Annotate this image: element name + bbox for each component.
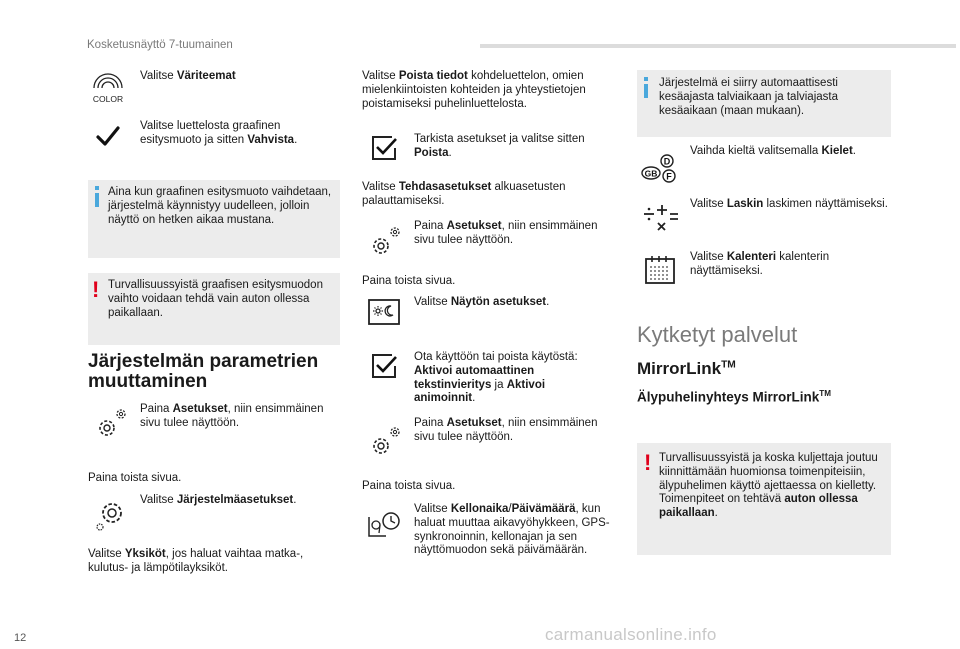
header-bar — [480, 44, 956, 48]
press-settings-text-2: Paina Asetukset, niin ensimmäinen sivu tulee näyttöön. — [414, 220, 598, 246]
press-second-page-text-2: Paina toista sivua. — [362, 275, 456, 287]
warning-box-text: Turvallisuussyistä graafisen esitysmuodon vaihto voidaan tehdä vain auton ollessa paikallaan. — [108, 279, 323, 319]
info-box-2 — [637, 70, 891, 137]
select-languages-text: Vaihda kieltä valitsemalla Kielet. — [690, 145, 856, 157]
settings-gears-icon-3 — [365, 422, 405, 462]
languages-icon — [640, 151, 680, 185]
press-second-page-text-3: Paina toista sivua. — [362, 480, 456, 492]
svg-text:GB: GB — [644, 168, 658, 179]
clock-calendar-icon — [366, 508, 402, 544]
display-settings-icon — [366, 296, 402, 332]
select-units-text: Valitse Yksiköt, jos haluat vaihtaa matka-, kulutus- ja lämpötilayksiköt. — [88, 548, 304, 574]
info-box-text: Aina kun graafinen esitysmuoto vaihdetaan, järjestelmä käynnistyy uudelleen, jolloin näyttö on hetken aikaa mustana. — [108, 186, 332, 226]
warning-icon: ! — [92, 277, 100, 302]
warning-icon-2: ! — [644, 450, 652, 475]
select-calculator-text: Valitse Laskin laskimen näyttämiseksi. — [690, 198, 888, 210]
select-color-themes-text: Valitse Väriteemat — [140, 70, 236, 82]
system-settings-gear-icon — [91, 496, 131, 536]
section-title-connected-services: Kytketyt palvelut — [637, 322, 798, 347]
check-box-icon-2 — [368, 350, 400, 382]
settings-gears-icon — [91, 404, 131, 444]
warning-box — [88, 273, 340, 345]
warning-box-2 — [637, 443, 891, 555]
check-settings-delete-text: Tarkista asetukset ja valitse sitten Poista. — [414, 133, 585, 159]
check-box-icon — [368, 132, 400, 164]
page-number: 12 — [14, 632, 27, 644]
select-time-date-text: Valitse Kellonaika/Päivämäärä, kun haluat muuttaa aikavyöhykkeen, GPS-synkronoinnin, kellonajan ja sen näyttömuodon sekä päivämäärän. — [414, 503, 610, 557]
press-settings-text-3: Paina Asetukset, niin ensimmäinen sivu tulee näyttöön. — [414, 417, 598, 443]
delete-data-text: Valitse Poista tiedot kohdeluettelon, omien mielenkiintoisten kohteiden ja yhteystietojen poistamiseksi puhelinluettelosta. — [362, 70, 586, 110]
info-box-2-text: Järjestelmä ei siirry automaattisesti kesäajasta talviaikaan ja talviajasta kesäaikaan (maan mukaan). — [659, 77, 838, 117]
checkmark-icon — [94, 122, 122, 150]
select-calendar-text: Valitse Kalenteri kalenterin näyttämiseksi. — [690, 251, 830, 277]
page-header-title: Kosketusnäyttö 7-tuumainen — [87, 39, 233, 51]
calculator-icon — [640, 196, 680, 236]
color-icon-label: COLOR — [92, 94, 124, 104]
warning-box-2-text: Turvallisuussyistä ja koska kuljettaja joutuu kiinnittämään huomionsa toimenpiteisiin, älypuhelimen käyttö ajettaessa on kielletty. Toimenpiteet on tehtävä auton ollessa paikallaan. — [659, 452, 878, 520]
watermark: carmanualsonline.info — [545, 625, 717, 644]
mirrorlink-heading: MirrorLink™ — [637, 359, 736, 378]
select-system-settings-text: Valitse Järjestelmäasetukset. — [140, 494, 297, 506]
mirrorlink-subheading: Älypuhelinyhteys MirrorLink™ — [637, 389, 831, 405]
settings-gears-icon-2 — [365, 222, 405, 262]
factory-settings-text: Valitse Tehdasasetukset alkuasetusten palauttamiseksi. — [362, 181, 566, 207]
press-second-page-text: Paina toista sivua. — [88, 472, 182, 484]
section-heading-system-params: Järjestelmän parametrien muuttaminen — [88, 351, 319, 392]
enable-animations-text: Ota käyttöön tai poista käytöstä: Aktivoi automaattinen tekstinvieritys ja Aktivoi animoinnit. — [414, 351, 578, 405]
svg-text:F: F — [666, 171, 672, 182]
select-display-settings-text: Valitse Näytön asetukset. — [414, 296, 550, 308]
color-theme-icon — [88, 70, 128, 110]
press-settings-text: Paina Asetukset, niin ensimmäinen sivu tulee näyttöön. — [140, 403, 324, 429]
calendar-icon — [643, 253, 679, 289]
svg-text:D: D — [663, 156, 671, 167]
select-graphic-text: Valitse luettelosta graafinen esitysmuoto ja sitten Vahvista. — [140, 120, 298, 146]
info-box — [88, 180, 340, 258]
